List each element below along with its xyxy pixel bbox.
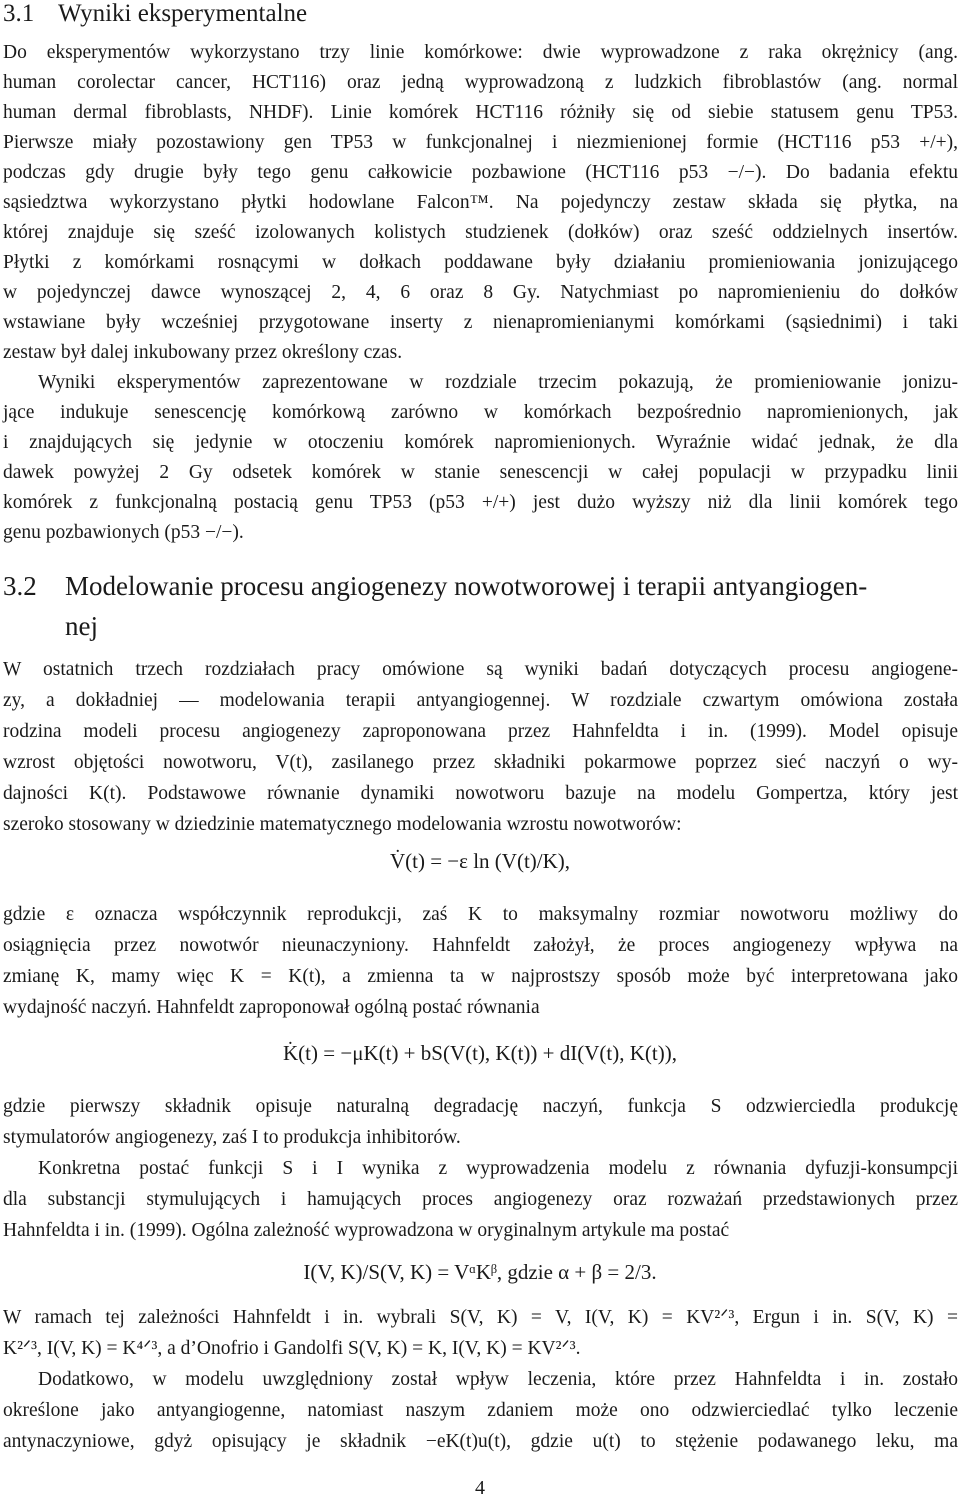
section-title: Wyniki eksperymentalne: [58, 0, 308, 27]
text-line: Wyniki eksperymentów zaprezentowane w rozdziale trzecim pokazują, że promieniowanie jonizu-: [38, 372, 958, 393]
text-line: określone jako antyangiogenne, natomiast naszym zdaniem może ono odzwierciedlać tylko leczenie: [3, 1400, 958, 1421]
text-line: i znajdujących się jedynie w otoczeniu komórek napromienionych. Wyraźnie widać jednak, że dla: [3, 432, 958, 453]
equation-gompertz: V̇(t) = −ε ln (V(t)/K),: [389, 849, 571, 873]
text-line: zy, a dokładniej — modelowania terapii antyangiogennej. W rozdziale czwartym omówiona została: [3, 690, 958, 711]
text-line: komórek z funkcjonalną postacią genu TP53 (p53 +/+) jest dużo wyższy niż dla linii komórek tego: [3, 492, 958, 513]
text-line: osiągnięcia przez nowotwór nieunaczyniony. Hahnfeldt założył, że proces angiogenezy wpływa na: [3, 935, 958, 956]
text-line: wzrost objętości nowotworu, V(t), zasilanego przez składniki pokarmowe poprzez sieć naczyń o wy-: [3, 752, 958, 773]
section-heading-3-2: [3, 566, 958, 646]
text-line: gdzie ε oznacza współczynnik reprodukcji, zaś K to maksymalny rozmiar nowotworu możliwy do: [3, 904, 958, 925]
text-line: gdzie pierwszy składnik opisuje naturalną degradację naczyń, funkcja S odzwierciedla produkcję: [3, 1096, 958, 1117]
text-line: K²ᐟ³, I(V, K) = K⁴ᐟ³, a d’Onofrio i Gandolfi S(V, K) = K, I(V, K) = KV²ᐟ³.: [3, 1338, 581, 1359]
text-line: human corolectar cancer, HCT116) oraz jedną wyprowadzoną z ludzkich fibroblastów (ang. normal: [3, 72, 958, 93]
text-line: genu pozbawionych (p53 −/−).: [3, 522, 244, 543]
text-line: podczas gdy drugie były tego genu całkowicie pozbawione (HCT116 p53 −/−). Do badania efektu: [3, 162, 958, 183]
section-title-continuation: nej: [65, 611, 98, 641]
text-line: human dermal fibroblasts, NHDF). Linie komórek HCT116 różniły się od siebie statusem genu TP53.: [3, 102, 958, 123]
text-line: wydajność naczyń. Hahnfeldt zaproponował ogólną postać równania: [3, 997, 540, 1018]
section-heading-3-1: [3, 0, 307, 30]
text-line: Konkretna postać funkcji S i I wynika z wyprowadzenia modelu z równania dyfuzji-konsumpcji: [38, 1158, 958, 1179]
text-line: szeroko stosowany w dziedzinie matematycznego modelowania wzrostu nowotworów:: [3, 814, 682, 835]
equation-ratio: I(V, K)/S(V, K) = VᵅKᵝ, gdzie α + β = 2/3.: [303, 1260, 657, 1284]
text-line: W ostatnich trzech rozdziałach pracy omówione są wyniki badań dotyczących procesu angiogene-: [3, 659, 958, 680]
text-line: Pierwsze miały pozostawiony gen TP53 w funkcjonalnej i niezmienionej formie (HCT116 p53 +/+),: [3, 132, 958, 153]
text-line: stymulatorów angiogenezy, zaś I to produkcja inhibitorów.: [3, 1127, 461, 1148]
page-number: 4: [475, 1477, 485, 1499]
text-line: dawek powyżej 2 Gy odsetek komórek w stanie senescencji w całej populacji w przypadku linii: [3, 462, 958, 483]
text-line: Płytki z komórkami rosnącymi w dołkach poddawane były działaniu promieniowania jonizującego: [3, 252, 958, 273]
equation-hahnfeldt: K̇(t) = −μK(t) + bS(V(t), K(t)) + dI(V(t), K(t)),: [283, 1041, 677, 1065]
text-line: Dodatkowo, w modelu uwzględniony został wpływ leczenia, które przez Hahnfeldta i in. zostało: [38, 1369, 958, 1390]
text-line: zmianę K, mamy więc K = K(t), a zmienna ta w najprostszy sposób może być interpretowana jako: [3, 966, 958, 987]
text-line: Do eksperymentów wykorzystano trzy linie komórkowe: dwie wyprowadzone z raka okrężnicy (ang.: [3, 42, 958, 63]
text-line: sąsiedztwa wykorzystano płytki hodowlane Falcon™. Na pojedynczy zestaw składa się płytka, na: [3, 192, 958, 213]
text-line: dajności K(t). Podstawowe równanie dynamiki nowotworu bazuje na modelu Gompertza, który jest: [3, 783, 958, 804]
text-line: rodzina modeli procesu angiogenezy zaproponowana przez Hahnfeldta i in. (1999). Model opisuje: [3, 721, 958, 742]
text-line: zestaw był dalej inkubowany przez określony czas.: [3, 342, 403, 363]
section-number: 3.1: [3, 0, 35, 27]
text-line: Hahnfeldta i in. (1999). Ogólna zależność wyprowadzona w oryginalnym artykule ma postać: [3, 1220, 730, 1241]
text-line: W ramach tej zależności Hahnfeldt i in. wybrali S(V, K) = V, I(V, K) = KV²ᐟ³, Ergun i in. S(V, K) =: [3, 1307, 958, 1328]
text-line: w pojedynczej dawce wynoszącej 2, 4, 6 oraz 8 Gy. Natychmiast po napromienieniu do dołków: [3, 282, 958, 303]
text-line: dla substancji stymulujących i hamujących proces angiogenezy oraz rozważań przedstawionych przez: [3, 1189, 958, 1210]
text-line: wstawiane były wcześniej przygotowane inserty z nienapromienianymi komórkami (sąsiednimi) i taki: [3, 312, 958, 333]
section-number: 3.2: [3, 571, 37, 601]
section-title: Modelowanie procesu angiogenezy nowotworowej i terapii antyangiogen-: [65, 571, 868, 601]
text-line: której znajduje się sześć izolowanych kolistych studzienek (dołków) oraz sześć oddzielnych insertów.: [3, 222, 958, 243]
text-line: jące indukuje senescencję komórkową zarówno w komórkach bezpośrednio napromienionych, jak: [3, 402, 958, 423]
text-line: antynaczyniowe, gdyż opisujący je składnik −eK(t)u(t), gdzie u(t) to stężenie podawanego leku, ma: [3, 1431, 958, 1452]
